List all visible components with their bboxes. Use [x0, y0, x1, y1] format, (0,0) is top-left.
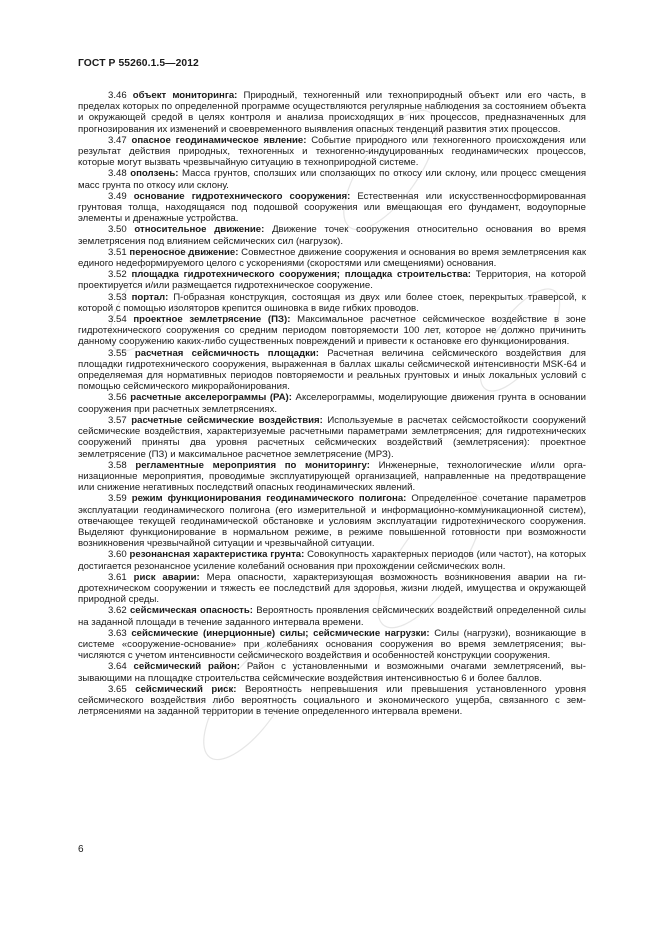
entry-number: 3.59	[108, 493, 127, 505]
entry-term: резонансная характеристика грунта:	[129, 549, 305, 561]
entry-term: портал:	[131, 291, 169, 303]
entry-term: площадка гидротехнического сооружения; площадка строительства:	[131, 269, 471, 281]
entry-definition: Естественная или искусственносформированная грунтовая толща, находящаяся под подошвой сооружения или вмещающая его фундамент, водоупорные элементы и дренажные устройства.	[78, 190, 586, 225]
entry-term: сейсмический риск:	[135, 683, 237, 695]
entry-definition: Инженерные, технологические и/или организационные мероприятия, проводимые эксплуатирующей организацией, направленные на предотвращение или снижение негативных последствий опасных геодинамических явлений.	[78, 459, 586, 494]
definition-entry	[78, 605, 586, 627]
entry-definition: Масса грунтов, сползших или сползающих по откосу или склону, или процесс смещения масс грунта по откосу или склону.	[78, 168, 587, 191]
entry-definition: Вероятность непревышения или превышения установленного уровня сейсмического воздействия либо вероятность социального и экономического ущерба, связанного с землетрясениями на заданной территории в течение определенного интервала времени.	[78, 683, 587, 718]
definitions-list	[78, 90, 586, 717]
entry-term: расчетная сейсмичность площадки:	[134, 347, 319, 359]
entry-term: расчетные сейсмические воздействия:	[131, 414, 323, 426]
definition-entry	[78, 392, 586, 414]
entry-definition: Совокупность характерных периодов (или частот), на которых достигается резонансное усиление колебаний основания при прохождении сейсмических волн.	[78, 549, 586, 572]
entry-number: 3.49	[108, 190, 127, 202]
definition-entry	[78, 493, 586, 549]
entry-term: сейсмическая опасность:	[129, 605, 253, 617]
entry-number: 3.52	[108, 269, 127, 281]
definition-entry	[78, 247, 586, 269]
entry-number: 3.46	[108, 90, 127, 101]
entry-definition: Территория, на которой проектируется и/или размещается гидротехническое сооружение.	[78, 269, 586, 292]
definition-entry	[78, 224, 586, 246]
entry-definition: Используемые в расчетах сейсмостойкости сооружений сейсмические воздействия, характеризуемые расчетными параметрами землетрясения; для гидротехнических сооружений приняты два уровня расчетных сейсмических воздействий (землетрясения): проектное землетрясение (ПЗ) и максимальное расчетное землетрясение (МРЗ).	[78, 414, 587, 460]
entry-number: 3.54	[108, 314, 127, 326]
entry-number: 3.60	[108, 549, 127, 561]
page-number: 6	[78, 844, 84, 855]
definition-entry	[78, 628, 586, 662]
definition-entry	[78, 460, 586, 494]
entry-term: режим функционирования геодинамического полигона:	[131, 493, 407, 505]
entry-definition: П-образная конструкция, состоящая из двух или более стоек, перекрытых траверсой, к которой с помощью изоляторов крепится ошиновка в виде гибких проводов.	[78, 291, 586, 314]
definition-entry	[78, 572, 586, 606]
definition-entry	[78, 191, 586, 225]
definition-entry	[78, 348, 586, 393]
entry-term: риск аварии:	[133, 571, 200, 583]
entry-definition: Расчетная величина сейсмического воздействия для площадки гидротехнического сооружения, выраженная в баллах шкалы сейсмической интенсивности MSK-64 и определяемая для нормативных периодов повторяемости и реальных грунтовых и иных локальных условий с помощью сейсмического микрорайонирования.	[78, 347, 586, 393]
entry-number: 3.63	[108, 627, 127, 639]
entry-term: расчетные акселерограммы (РА):	[130, 392, 292, 404]
entry-number: 3.50	[108, 224, 127, 236]
entry-number: 3.53	[108, 291, 127, 303]
entry-number: 3.61	[108, 571, 127, 583]
entry-term: относительное движение:	[134, 224, 265, 236]
definition-entry	[78, 684, 586, 718]
definition-entry	[78, 415, 586, 460]
entry-definition: Совместное движение сооружения и основания во время землетрясения как единого недеформируемого целого с ускорениями (скоростями или смещениями) основания.	[78, 246, 587, 270]
entry-number: 3.55	[108, 347, 127, 359]
definition-entry	[78, 90, 586, 135]
definition-entry	[78, 269, 586, 291]
entry-term: регламентные мероприятия по мониторингу:	[135, 459, 370, 471]
entry-number: 3.57	[108, 414, 127, 426]
entry-number: 3.51	[108, 246, 127, 258]
definition-entry	[78, 314, 586, 348]
definition-entry	[78, 661, 586, 683]
entry-definition: Природный, техногенный или техноприродный объект или его часть, в пределах которых по определенной программе осуществляются регулярные наблюдения за состоянием объекта и окружающей средой в целях контроля и анализа происходящих в них процессов, предназначенных для прогнозирования их изменений и своевременного выявления опасных тенденций развития этих процессов.	[78, 90, 586, 135]
entry-term: объект мониторинга:	[132, 90, 238, 101]
entry-number: 3.62	[108, 605, 127, 617]
entry-term: переносное движение:	[129, 246, 239, 258]
entry-definition: Акселерограммы, моделирующие движения грунта в основании сооружения при расчетных землетрясениях.	[78, 392, 586, 415]
definition-entry	[78, 168, 586, 190]
entry-definition: Максимальное расчетное сейсмическое воздействие в зоне гидротехнического сооружения со средним периодом повторяемости 100 лет, которое не должно причинить данному сооружению каких-либо существенных повреждений и привести к остановке его функционирования.	[78, 314, 586, 348]
entry-term: сейсмический район:	[133, 661, 240, 673]
entry-number: 3.65	[108, 683, 127, 695]
entry-term: сейсмические (инерционные) силы; сейсмические нагрузки:	[131, 627, 430, 639]
entry-number: 3.56	[108, 392, 127, 404]
entry-number: 3.48	[108, 168, 127, 180]
entry-definition: Движение точек сооружения относительно основания во время землетрясения под влиянием сейсмических сил (нагрузок).	[78, 224, 586, 247]
entry-number: 3.47	[108, 134, 127, 146]
entry-term: проектное землетрясение (ПЗ):	[133, 314, 291, 326]
entry-term: основание гидротехнического сооружения:	[133, 190, 351, 202]
entry-definition: Вероятность проявления сейсмических воздействий определенной силы на заданной площади в течение заданного интервала времени.	[78, 605, 586, 628]
entry-definition: Район с установленными и возможными очагами землетрясений, вызывающими на площадке строительства сейсмические воздействия интенсивностью 6 и более баллов.	[78, 661, 586, 684]
document-header: ГОСТ Р 55260.1.5—2012	[78, 58, 199, 69]
entry-term: опасное геодинамическое явление:	[131, 134, 307, 146]
definition-entry	[78, 549, 586, 571]
entry-number: 3.64	[108, 661, 127, 673]
entry-definition: Событие природного или техногенного происхождения или результат действия природных, техногенных и техногенно-индуцированных геодинамических процессов, которые могут вызвать чрезвычайную ситуацию в техноприродной системе.	[78, 134, 586, 169]
entry-term: оползень:	[130, 168, 179, 180]
entry-definition: Мера опасности, характеризующая возможность возникновения аварии на гидротехническом сооружении и тяжесть ее последствий для здоровья, жизни людей, имущества и окружающей природной среды.	[78, 571, 587, 606]
entry-definition: Силы (нагрузки), возникающие в системе «сооружение-основание» при колебаниях основания сооружения во время землетрясения; вычисляются с учетом интенсивности сейсмического воздействия и особенностей конструкции сооружения.	[78, 627, 586, 662]
definition-entry	[78, 292, 586, 314]
entry-number: 3.58	[108, 459, 127, 471]
entry-definition: Определенное сочетание параметров эксплуатации геодинамического полигона (его измерительной и информационно-коммуникационной систем), отвечающее текущей геодинамической обстановке и условиям эксплуатации гидротехнического сооружения. Выделяют функционирование в нормальном режиме, в режиме повышенной готовности при возможности возникновения чрезвычайной ситуации и чрезвычайной ситуации.	[78, 493, 586, 550]
definition-entry	[78, 135, 586, 169]
